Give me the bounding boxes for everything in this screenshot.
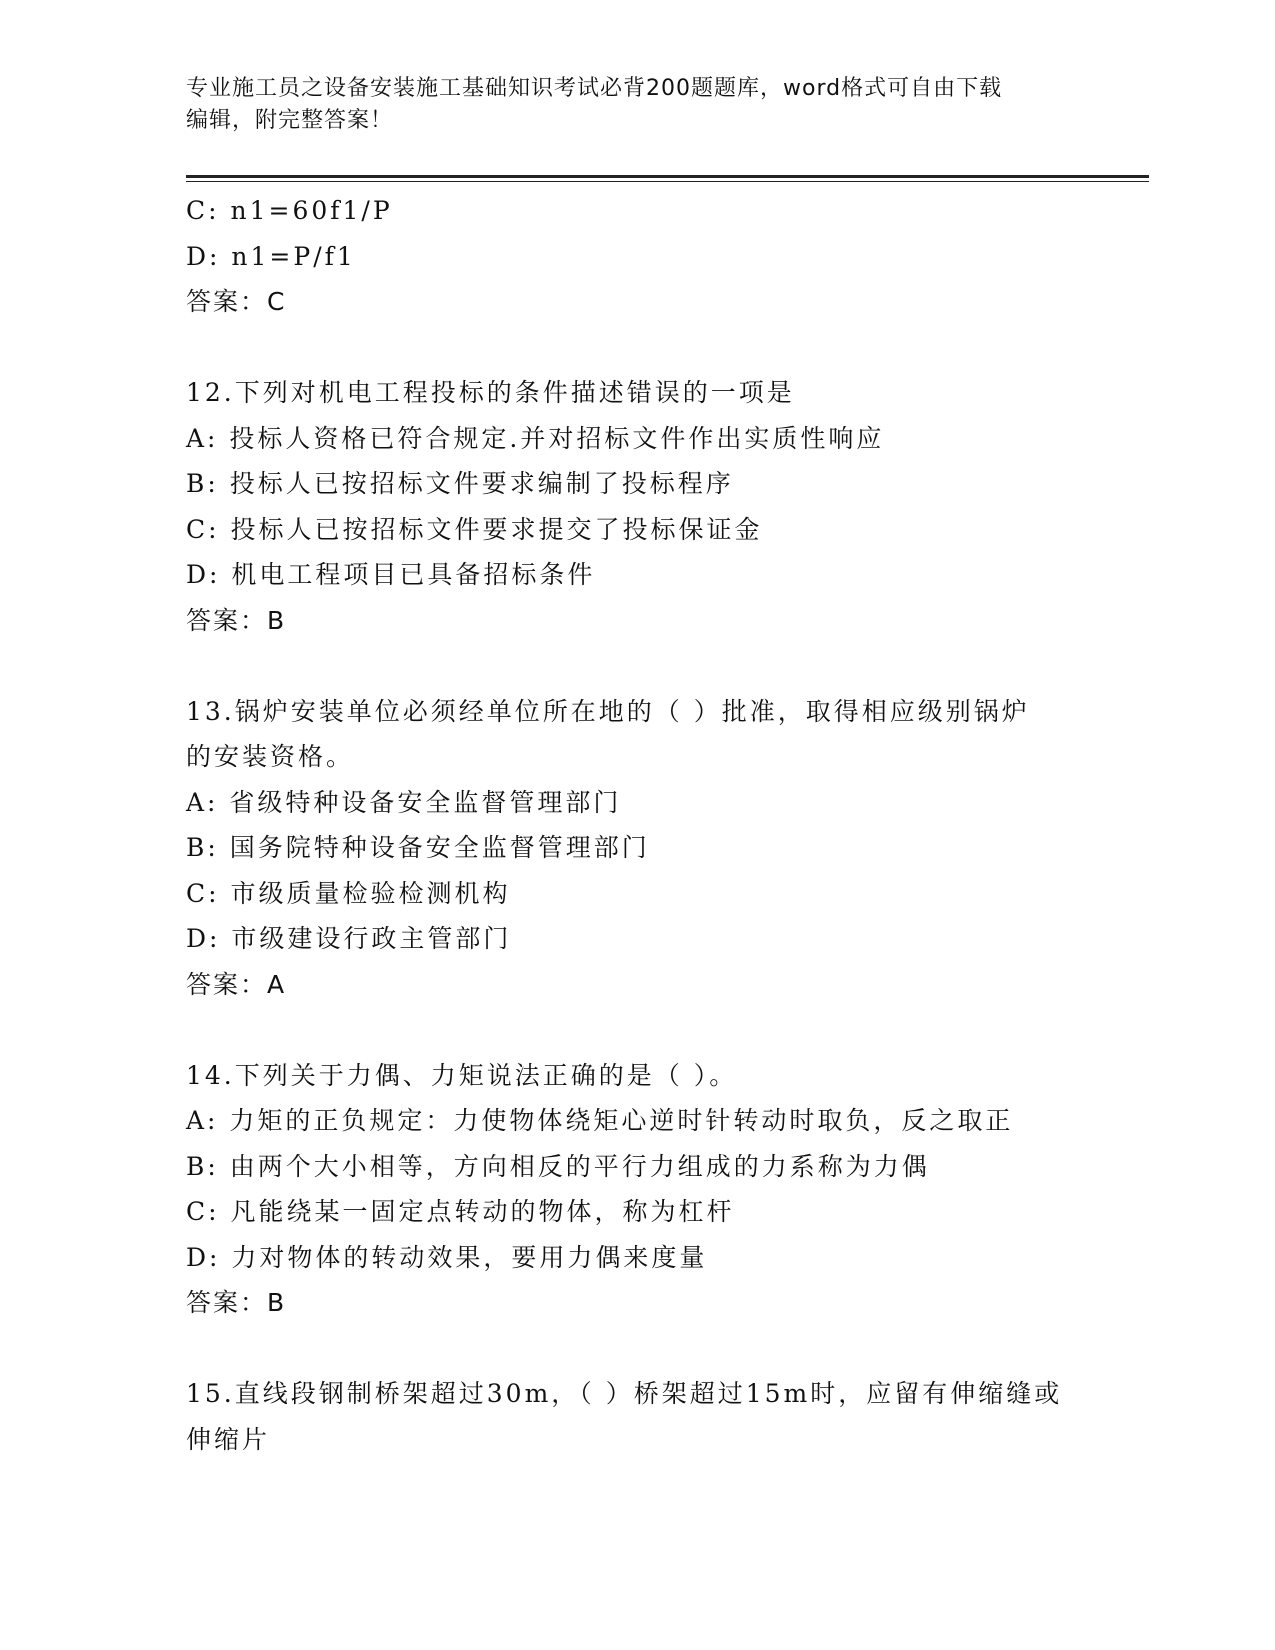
spacer: [186, 1326, 1086, 1372]
question-stem: 15.直线段钢制桥架超过30m，（ ）桥架超过15m时，应留有伸缩缝或: [186, 1379, 1063, 1408]
header-line-2: 编辑，附完整答案！: [186, 108, 394, 133]
answer-line: [186, 279, 1086, 325]
question-15: [186, 1371, 1086, 1462]
question-stem: 14.下列关于力偶、力矩说法正确的是（ ）。: [186, 1060, 738, 1090]
document-header: [186, 73, 1086, 137]
question-14: [186, 1053, 1086, 1326]
spacer: [186, 643, 1086, 689]
answer-line: [186, 1280, 1086, 1326]
option-d: D: 力对物体的转动效果，要用力偶来度量: [186, 1242, 708, 1272]
option-d: D: n1=P/f1: [186, 241, 356, 271]
header-line-1: 专业施工员之设备安装施工基础知识考试必背200题题库，word格式可自由下载: [186, 76, 1003, 101]
answer-label: 答案：: [186, 287, 268, 316]
answer-line: [186, 962, 1086, 1008]
question-stem-continued: 伸缩片: [186, 1424, 271, 1454]
option-a: A: 力矩的正负规定：力使物体绕矩心逆时针转动时取负，反之取正: [186, 1106, 1014, 1135]
option-a: A: 投标人资格已符合规定.并对招标文件作出实质性响应: [186, 423, 885, 453]
option-c: C: 凡能绕某一固定点转动的物体，称为杠杆: [186, 1197, 735, 1226]
document-content: [186, 188, 1086, 1462]
answer-label: 答案：: [186, 969, 268, 999]
spacer: [186, 1007, 1086, 1053]
question-stem-continued: 的安装资格。: [186, 742, 355, 771]
header-rule-thin: [186, 181, 1149, 182]
option-d: D: 市级建设行政主管部门: [186, 924, 512, 953]
option-a: A: 省级特种设备安全监督管理部门: [186, 787, 622, 817]
answer-value: B: [267, 1288, 286, 1317]
question-stem: 13.锅炉安装单位必须经单位所在地的（ ）批准，取得相应级别锅炉: [186, 696, 1030, 726]
option-b: B: 国务院特种设备安全监督管理部门: [186, 833, 650, 862]
answer-value: A: [267, 969, 286, 999]
option-c: C: n1=60f1/P: [186, 196, 393, 225]
option-b: B: 由两个大小相等，方向相反的平行力组成的力系称为力偶: [186, 1151, 930, 1181]
answer-line: [186, 598, 1086, 644]
answer-value: B: [267, 605, 286, 635]
question-12: [186, 370, 1086, 643]
spacer: [186, 325, 1086, 371]
option-c: C: 市级质量检验检测机构: [186, 878, 511, 908]
header-rule-thick: [186, 175, 1149, 178]
question-13: [186, 689, 1086, 1008]
option-c: C: 投标人已按招标文件要求提交了投标保证金: [186, 514, 763, 544]
option-d: D: 机电工程项目已具备招标条件: [186, 560, 596, 589]
option-b: B: 投标人已按招标文件要求编制了投标程序: [186, 469, 734, 498]
answer-value: C: [267, 287, 286, 316]
answer-label: 答案：: [186, 605, 268, 635]
question-stem: 12.下列对机电工程投标的条件描述错误的一项是: [186, 378, 795, 407]
question-fragment: [186, 188, 1086, 325]
answer-label: 答案：: [186, 1288, 268, 1317]
